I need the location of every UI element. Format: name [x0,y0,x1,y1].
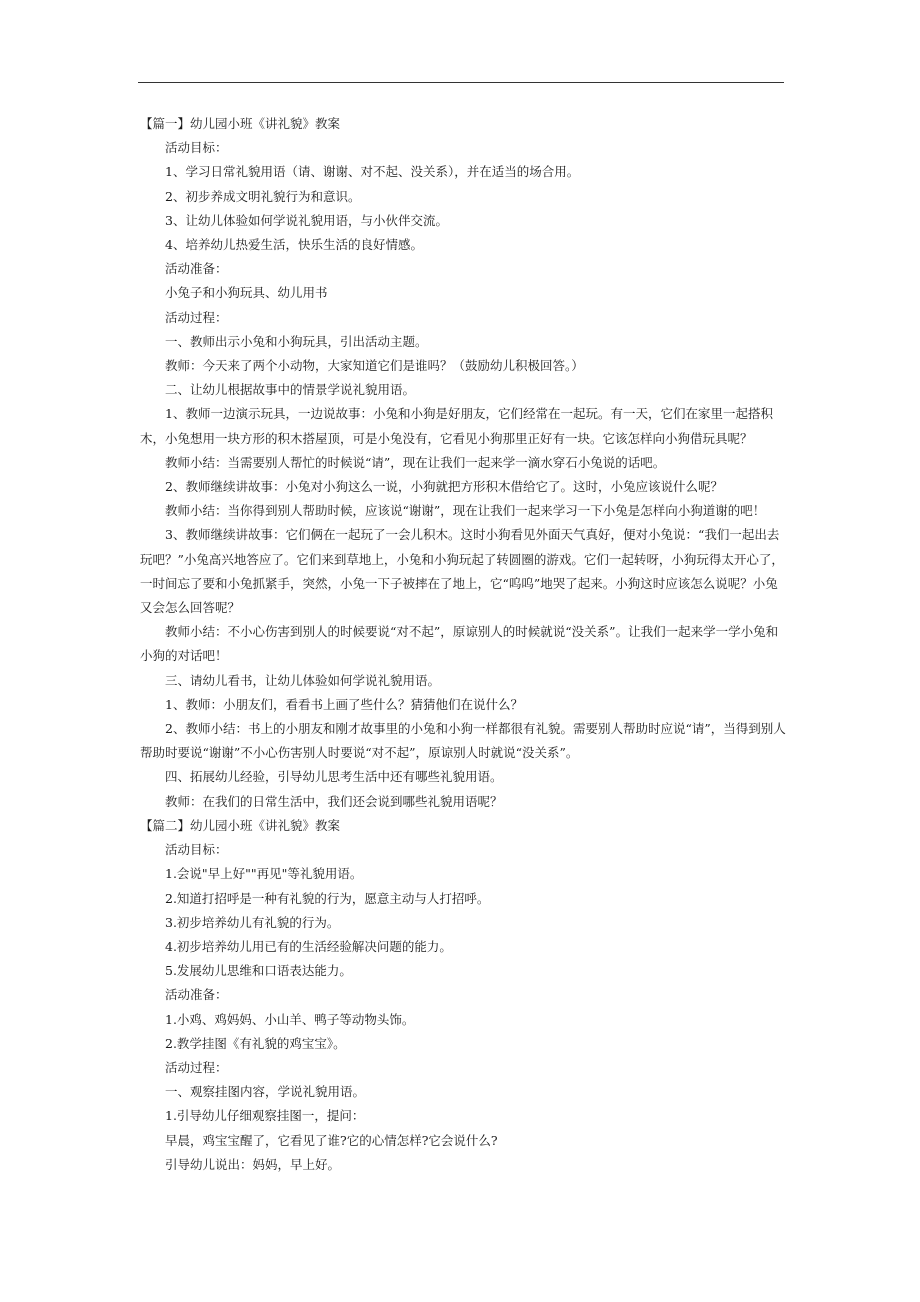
section-1-heading: 【篇一】幼儿园小班《讲礼貌》教案 [140,116,341,131]
process-label: 活动过程： [165,309,228,325]
goal-item: 2.知道打招呼是一种有礼貌的行为，愿意主动与人打招呼。 [165,890,490,906]
process-paragraph: 教师：今天来了两个小动物，大家知道它们是谁吗？（鼓励幼儿积极回答。） [165,358,584,374]
process-paragraph: 二、让幼儿根据故事中的情景学说礼貌用语。 [165,382,416,398]
goal-item: 3、让幼儿体验如何学说礼貌用语，与小伙伴交流。 [165,212,448,228]
prep-item: 2.教学挂图《有礼貌的鸡宝宝》。 [165,1035,346,1051]
process-paragraph: 早晨，鸡宝宝醒了，它看见了谁?它的心情怎样?它会说什么? [165,1132,498,1148]
process-paragraph: 教师：在我们的日常生活中，我们还会说到哪些礼貌用语呢？ [165,793,503,809]
prep-item: 1.小鸡、鸡妈妈、小山羊、鸭子等动物头饰。 [165,1011,415,1027]
process-paragraph: 3、教师继续讲故事：它们俩在一起玩了一会儿积木。这时小狗看见外面天气真好，便对小兔说：“我们一起出去玩吧？”小兔高兴地答应了。它们来到草地上，小兔和小狗玩起了转圆圈的游戏。它们一起转呀，小狗玩得太开心了，一时间忘了要和小兔抓紧手，突然，小兔一下子被摔在了地上，它“呜呜”地哭了起来。小狗这时应该怎么说呢？小兔又会怎么回答呢？ [140,527,784,616]
goals-label: 活动目标： [165,842,228,858]
document-body [140,112,786,1177]
goal-item: 5.发展幼儿思维和口语表达能力。 [165,963,352,979]
goal-item: 4.初步培养幼儿用已有的生活经验解决问题的能力。 [165,938,452,954]
process-label: 活动过程： [165,1059,228,1075]
goal-item: 2、初步养成文明礼貌行为和意识。 [165,188,361,204]
process-paragraph: 三、请幼儿看书，让幼儿体验如何学说礼貌用语。 [165,672,441,688]
header-rule [138,82,784,83]
process-paragraph: 教师小结：当需要别人帮忙的时候说“请”，现在让我们一起来学一滴水穿石小兔说的话吧。 [165,454,666,470]
goals-label: 活动目标： [165,140,228,156]
process-paragraph: 一、观察挂图内容，学说礼貌用语。 [165,1084,366,1100]
goal-item: 4、培养幼儿热爱生活，快乐生活的良好情感。 [165,237,423,253]
process-paragraph: 教师小结：不小心伤害到别人的时候要说“对不起”，原谅别人的时候就说“没关系”。让我们一起来学一学小兔和小狗的对话吧！ [140,624,779,664]
process-paragraph: 一、教师出示小兔和小狗玩具，引出活动主题。 [165,333,428,349]
goal-item: 3.初步培养幼儿有礼貌的行为。 [165,914,340,930]
process-paragraph: 1、教师一边演示玩具，一边说故事：小兔和小狗是好朋友，它们经常在一起玩。有一天，它们在家里一起搭积木，小兔想用一块方形的积木搭屋顶，可是小兔没有，它看见小狗那里正好有一块。它该怎样向小狗借玩具呢？ [140,406,773,446]
process-paragraph: 1.引导幼儿仔细观察挂图一，提问： [165,1108,365,1124]
process-paragraph: 2、教师小结：书上的小朋友和刚才故事里的小兔和小狗一样都很有礼貌。需要别人帮助时应说“请”，当得到别人帮助时要说“谢谢”不小心伤害别人时要说“对不起”，原谅别人时就说“没关系”。 [140,721,786,761]
process-paragraph: 教师小结：当你得到别人帮助时候，应该说“谢谢”，现在让我们一起来学习一下小兔是怎样向小狗道谢的吧！ [165,503,766,519]
process-paragraph: 2、教师继续讲故事：小兔对小狗这么一说，小狗就把方形积木借给它了。这时，小兔应该说什么呢？ [165,479,723,495]
process-paragraph: 四、拓展幼儿经验，引导幼儿思考生活中还有哪些礼貌用语。 [165,769,503,785]
goal-item: 1.会说"早上好""再见"等礼貌用语。 [165,866,363,882]
process-paragraph: 引导幼儿说出：妈妈，早上好。 [165,1156,341,1172]
section-2-heading: 【篇二】幼儿园小班《讲礼貌》教案 [140,817,341,833]
prep-label: 活动准备： [165,987,228,1003]
process-paragraph: 1、教师：小朋友们，看看书上画了些什么？猜猜他们在说什么？ [165,696,523,712]
goal-item: 1、学习日常礼貌用语（请、谢谢、对不起、没关系），并在适当的场合用。 [165,164,580,180]
prep-item: 小兔子和小狗玩具、幼儿用书 [165,285,328,301]
prep-label: 活动准备： [165,261,228,277]
